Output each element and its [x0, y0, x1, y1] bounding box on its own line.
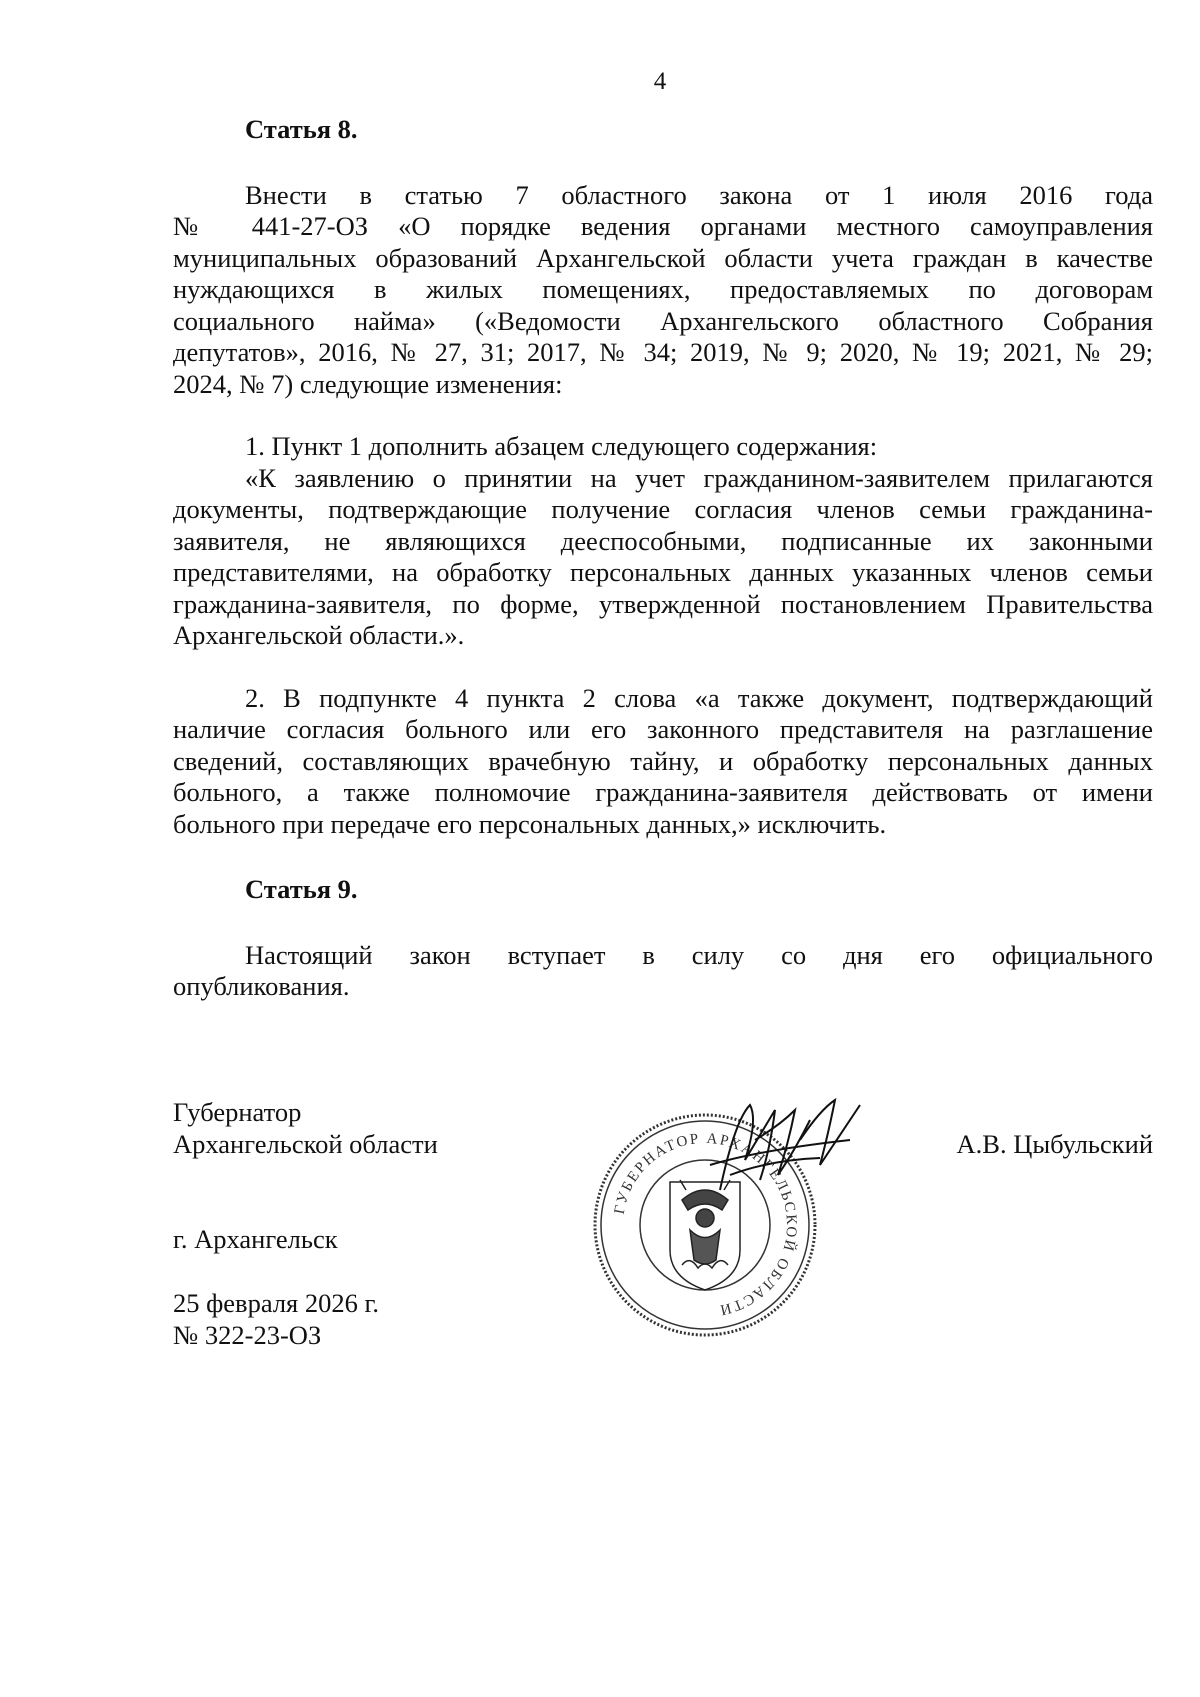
city: г. Архангельск	[173, 1224, 338, 1254]
signatory-position	[173, 1096, 438, 1160]
text-line: Внести в статью 7 областного закона от 1 июля 2016 года	[245, 179, 1153, 210]
text-line: депутатов», 2016, № 27, 31; 2017, № 34; 2019, № 9; 2020, № 19; 2021, № 29;	[173, 337, 1153, 367]
text-line: наличие согласия больного или его законного представителя на разглашение	[173, 714, 1153, 744]
article-9-heading: Статья 9.	[245, 874, 358, 904]
seal-inscription: ГУБЕРНАТОР АРХАНГЕЛЬСКОЙ ОБЛАСТИ	[611, 1130, 800, 1318]
date-block	[173, 1287, 379, 1351]
text-line: гражданина-заявителя, по форме, утвержденной постановлением Правительства	[173, 588, 1153, 619]
text-line: муниципальных образований Архангельской области учета граждан в качестве	[173, 242, 1153, 273]
text-line: больного при передаче его персональных данных,» исключить.	[173, 808, 887, 839]
signature-icon	[700, 1080, 870, 1210]
article-9-text	[173, 940, 1153, 1003]
text-line: нуждающихся в жилых помещениях, предоставляемых по договорам	[173, 274, 1153, 304]
text-line: Настоящий закон вступает в силу со дня его официального	[245, 939, 1153, 970]
text-line: Архангельской области.».	[173, 620, 465, 650]
text-line: документы, подтверждающие получение согласия членов семьи гражданина-	[173, 494, 1153, 524]
law-date: 25 февраля 2026 г.	[173, 1288, 379, 1318]
position-title: Губернатор	[173, 1097, 302, 1127]
text-line: больного, а также полномочие гражданина-заявителя действовать от имени	[173, 777, 1153, 807]
text-line: 2. В подпункте 4 пункта 2 слова «а также документ, подтверждающий	[245, 682, 1153, 713]
article-8-heading: Статья 8.	[245, 114, 358, 144]
law-number: № 322-23-ОЗ	[173, 1320, 322, 1350]
text-line: № 441-27-ОЗ «О порядке ведения органами местного самоуправления	[173, 211, 1153, 241]
text-line: опубликования.	[173, 971, 350, 1001]
text-line: представителями, на обработку персональных данных указанных членов семьи	[173, 557, 1153, 587]
text-line: социального найма» («Ведомости Архангельского областного Собрания	[173, 305, 1153, 336]
text-line: сведений, составляющих врачебную тайну, и обработку персональных данных	[173, 745, 1153, 776]
article-8-item-2	[173, 683, 1153, 841]
article-8-intro	[173, 180, 1153, 401]
text-line: заявителя, не являющихся дееспособными, подписанные их законными	[173, 525, 1153, 556]
position-region: Архангельской области	[173, 1129, 438, 1159]
signatory-name: А.В. Цыбульский	[956, 1129, 1153, 1159]
article-8-item-1	[173, 431, 1153, 652]
text-line: «К заявлению о принятии на учет гражданином-заявителем прилагаются	[245, 462, 1153, 493]
page-number: 4	[653, 68, 667, 95]
text-line: 1. Пункт 1 дополнить абзацем следующего содержания:	[245, 431, 878, 461]
text-line: 2024, № 7) следующие изменения:	[173, 368, 563, 399]
document-body	[173, 114, 1153, 1003]
